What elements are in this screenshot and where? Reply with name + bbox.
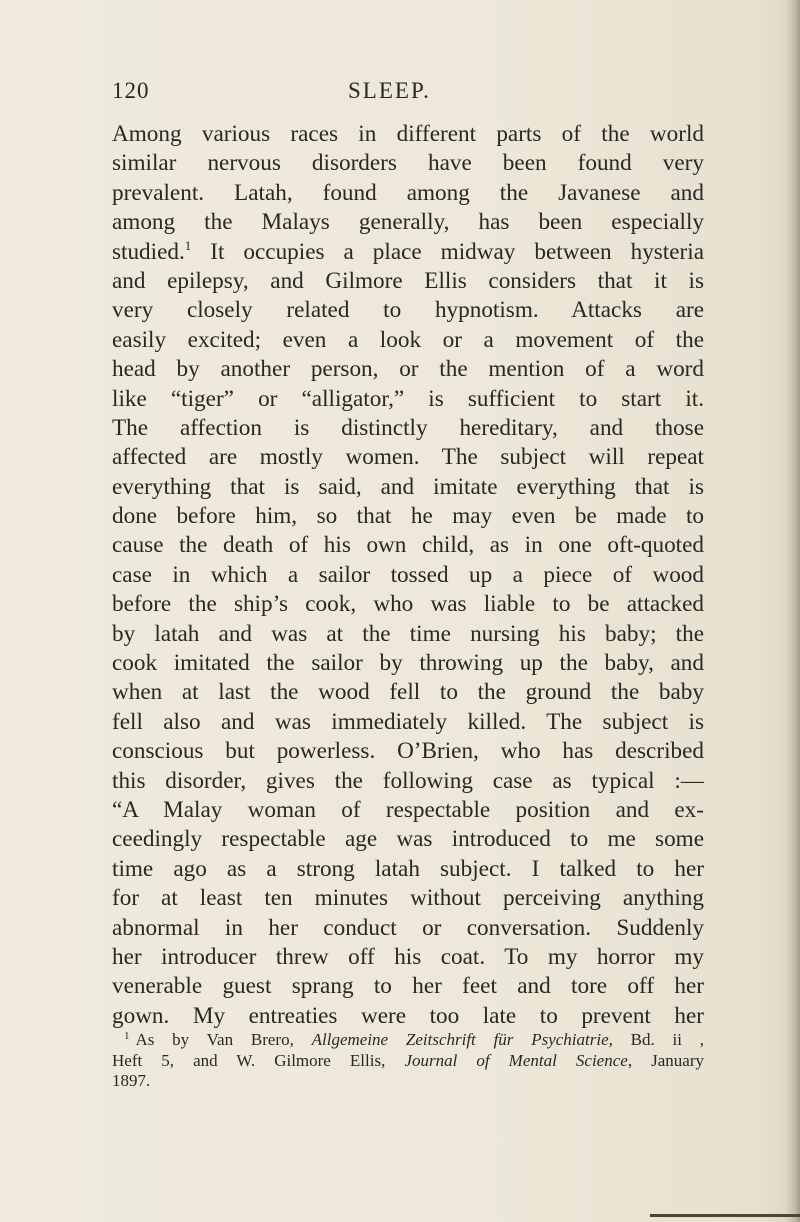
text-line: like “tiger” or “alligator,” is sufficient to start it.	[112, 385, 704, 412]
text-line: easily excited; even a look or a movement of the	[112, 326, 704, 353]
text-line: affected are mostly women. The subject will repeat	[112, 444, 704, 471]
page-header	[112, 78, 704, 108]
page-edge-shadow	[786, 0, 800, 1222]
text-line: for at least ten minutes without perceiving anything	[112, 885, 704, 912]
text-line: gown. My entreaties were too late to prevent her	[112, 1002, 704, 1029]
text-line: her introducer threw off his coat. To my horror my	[112, 943, 704, 970]
text-line: this disorder, gives the following case as typical :—	[112, 767, 704, 794]
text-line: everything that is said, and imitate everything that is	[112, 473, 704, 500]
text-line: ceedingly respectable age was introduced to me some	[112, 826, 704, 853]
text-line: case in which a sailor tossed up a piece of wood	[112, 561, 704, 588]
footnote-text: , January	[627, 1050, 704, 1070]
footnote-line	[112, 1051, 704, 1072]
text-segment: studied.	[112, 238, 185, 265]
text-line: when at last the wood fell to the ground the baby	[112, 679, 704, 706]
text-line: very closely related to hypnotism. Attacks are	[112, 297, 704, 324]
text-line: among the Malays generally, has been especially	[112, 209, 704, 236]
page-number: 120	[112, 78, 150, 103]
footnote	[112, 1030, 704, 1092]
text-segment: It occupies a place midway between hysteria	[210, 238, 705, 265]
footnote-journal-title: Allgemeine Zeitschrift für Psychiatrie	[311, 1030, 609, 1049]
text-line: conscious but powerless. O’Brien, who has described	[112, 738, 704, 765]
text-line: similar nervous disorders have been found very	[112, 150, 704, 177]
footnote-marker: 1	[124, 1030, 130, 1042]
text-line: cause the death of his own child, as in one oft-quoted	[112, 532, 704, 559]
text-line: head by another person, or the mention of a word	[112, 356, 704, 383]
text-line: fell also and was immediately killed. The subject is	[112, 708, 704, 735]
page-bottom-rule	[650, 1214, 800, 1217]
running-title: SLEEP.	[348, 78, 431, 103]
text-line: done before him, so that he may even be made to	[112, 503, 704, 530]
footnote-text: , Bd. ii ,	[608, 1030, 705, 1049]
footnote-journal-title: Journal of Mental Science	[404, 1050, 628, 1070]
footnote-line	[112, 1030, 704, 1051]
text-line: time ago as a strong latah subject. I talked to her	[112, 855, 704, 882]
text-line: “A Malay woman of respectable position and ex-	[112, 796, 704, 823]
text-line: before the ship’s cook, who was liable to be attacked	[112, 591, 704, 618]
footnote-line: 1897.	[112, 1071, 151, 1090]
text-line: by latah and was at the time nursing his baby; the	[112, 620, 704, 647]
body-text	[112, 120, 704, 1031]
text-line: The affection is distinctly hereditary, and those	[112, 414, 704, 441]
text-line: prevalent. Latah, found among the Javanese and	[112, 179, 704, 206]
text-line: venerable guest sprang to her feet and tore off her	[112, 973, 704, 1000]
footnote-text: Heft 5, and W. Gilmore Ellis,	[112, 1050, 386, 1070]
text-line: cook imitated the sailor by throwing up the baby, and	[112, 650, 704, 677]
text-line: abnormal in her conduct or conversation. Suddenly	[112, 914, 704, 941]
footnote-text: As by Van Brero,	[135, 1030, 294, 1049]
text-line: Among various races in different parts of the world	[112, 121, 704, 147]
footnote-reference: 1	[184, 237, 192, 253]
text-line	[112, 238, 704, 267]
text-line: and epilepsy, and Gilmore Ellis considers that it is	[112, 267, 704, 294]
